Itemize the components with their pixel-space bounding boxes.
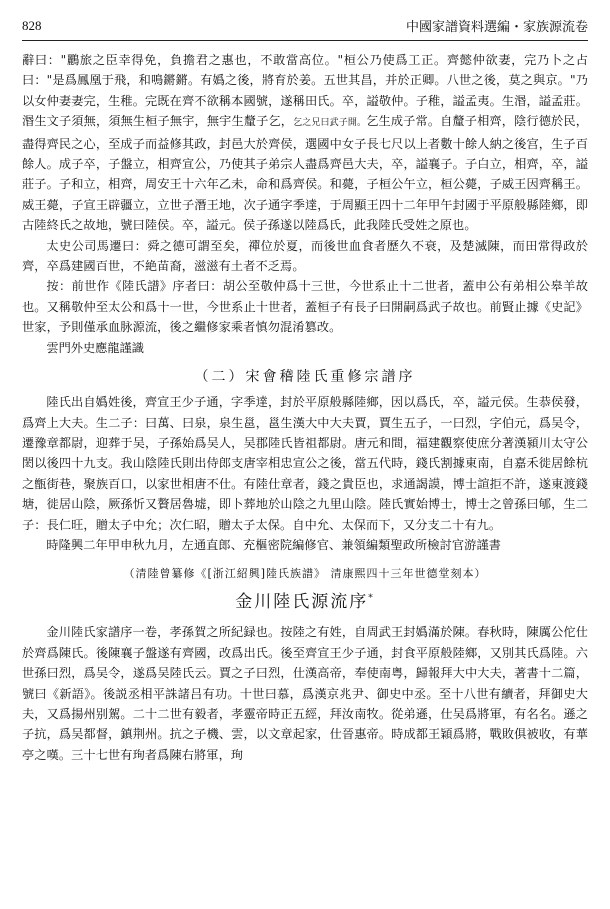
page-header [22, 10, 588, 41]
chapter-title [22, 587, 588, 612]
paragraph: 金川陸氏家譜序一卷，孝孫賀之所紀録也。按陸之有姓，自周武王封嬀滿於陳。春秋時，陳厲公佗仕於齊爲陳氏。後陳襄子盤遂有齊國，改爲出氏。後至齊宣王少子通，封食平原般陸鄉，又別其氏爲陸。六世孫曰烈，爲吴令，遂爲吴陸氏云。賈之子曰烈，仕漢高帝，奉使南粤，歸報拜大中大夫，著書十二篇，號曰《新語》。後説丞相平誅諸吕有功。十世曰慕，爲漢京兆尹、御史中丞。至十八世有續者，拜御史大夫，又爲揚州别駕。二十二世有毅者，孝靈帝時正五經，拜汝南牧。從弟遜，仕吴爲將軍，有名名。遜之子抗，爲吴都督，鎮荆州。抗之子機、雲，以文章起家，仕晉惠帝。時成都王穎爲將，戰敗俱被收，有華亭之嘆。三十七世有珣者爲陳右將軍，珣 [22, 625, 588, 762]
paragraph: 按：前世作《陸氏譜》序者曰：胡公至敬仲爲十三世，今世系止十二世者，蓋申公有弟相公皋羊故也。又稱敬仲至太公和爲十一世，今世系止十世者，蓋桓子有長子曰開嗣爲武子故也。前賢止據《史記》世家，予則僅承血脉源流，後之繼修家乘者慎勿混淆篡改。 [22, 279, 588, 335]
section-title: （二）宋會稽陸氏重修宗譜序 [194, 369, 416, 386]
page-number: 828 [22, 18, 42, 33]
paragraph-text-continued: 乞生成子常。自釐子相齊，陰行德於民，盡得齊民之心，至成子而益修其政，封邑大於齊侯，選國中女子長七尺以上者數十餘人納之後宫，生子百餘人。成子卒，子盤立，相齊宣公，乃使其子弟宗人盡爲齊邑大夫，卒，謚襄子。子白立，相齊，卒，謚莊子。子和立，相齊，周安王十六年乙未，命和爲齊侯。和薨，子桓公午立，桓公薨，子威王因齊稱王。威王薨，子宣王辟疆立，立世子潛王地，次子通字季達，于周顯王四十二年甲午封國于平原般縣陸鄉，即古陸終氏之故地，號曰陸侯。卒，謚元。侯子孫遂以陸爲氏，此我陸氏受姓之原也。 [22, 114, 588, 233]
paragraph-text: 辭曰："鸝旅之臣幸得免，負擔君之惠也，不敢當高位。"桓公乃使爲工正。齊懿仲欲妻，完乃卜之占曰："是爲鳳凰于飛，和鳴鏘鏘。有嬀之後，將育於姜。五世其昌，并於正卿。八世之後，莫之與京。"乃以女仲妻妻完，生稚。完既在齊不欲稱本國號，遂稱田氏。卒，謚敬仲。子稚，謚孟夷。生湣，謚孟莊。湣生文子須無，須無生桓子無宇，無宇生釐子乞， [22, 53, 588, 129]
chapter-title-text: 金川陸氏源流序 [235, 592, 369, 613]
source-citation: （清陸曾纂修《[浙江紹興]陸氏族譜》 清康熙四十三年世德堂刻本） [123, 567, 487, 581]
annotation-note: 乞之兄曰武子開。 [293, 118, 367, 129]
paragraph [22, 50, 588, 236]
paragraph: 時隆興二年甲申秋九月，左通直郎、充樞密院編修官、兼領編類聖政所檢討官游謹書 [46, 537, 502, 552]
page-body [22, 50, 588, 765]
signature-line: 雲門外史應龍謹識 [46, 340, 144, 355]
paragraph: 太史公司馬遷曰：舜之德可謂至矣，禪位於夏，而後世血食者歷久不衰，及楚滅陳，而田常得政於齊，卒爲建國百世，不絶苗裔，滋滋有土者不乏焉。 [22, 238, 588, 274]
paragraph: 陸氏出自嬀姓後，齊宣王少子通，字季達，封於平原般縣陸鄉，因以爲氏，卒，謚元侯。生恭侯發，爲齊上大夫。生二子：曰萬、曰泉，泉生邕，邕生漢大中大夫賈，賈生五子，一曰烈，字伯元，爲吴令，遷豫章都尉，迎葬于吴，子孫始爲吴人，吴郡陸氏皆祖都尉。唐元和間，福建觀察使庶分著漢潁川太守公閎以後四十九支。我山陰陸氏則出侍郎支唐宰相忠宣公之後，當五代時，錢氏割據東南，自嘉禾徙居餘杭之甑街巷，聚族百口，以家世相唐不仕。有陸仕章者，錢之貴臣也，求通謁謨，博士諠拒不許，遂東渡錢塘，徙居山陰，厥孫忻又贅居魯墟，即卜葬地於山陰之九里山陰。陸氏實始博士，博士之曾孫曰郇，生二子：長仁旺，贈太子中允；次仁昭，贈太子太保。自中允、太保而下，又分支二十有九。 [22, 395, 588, 532]
running-title: 中國家譜資料選編・家族源流卷 [405, 20, 588, 35]
footnote-marker: * [368, 593, 375, 604]
